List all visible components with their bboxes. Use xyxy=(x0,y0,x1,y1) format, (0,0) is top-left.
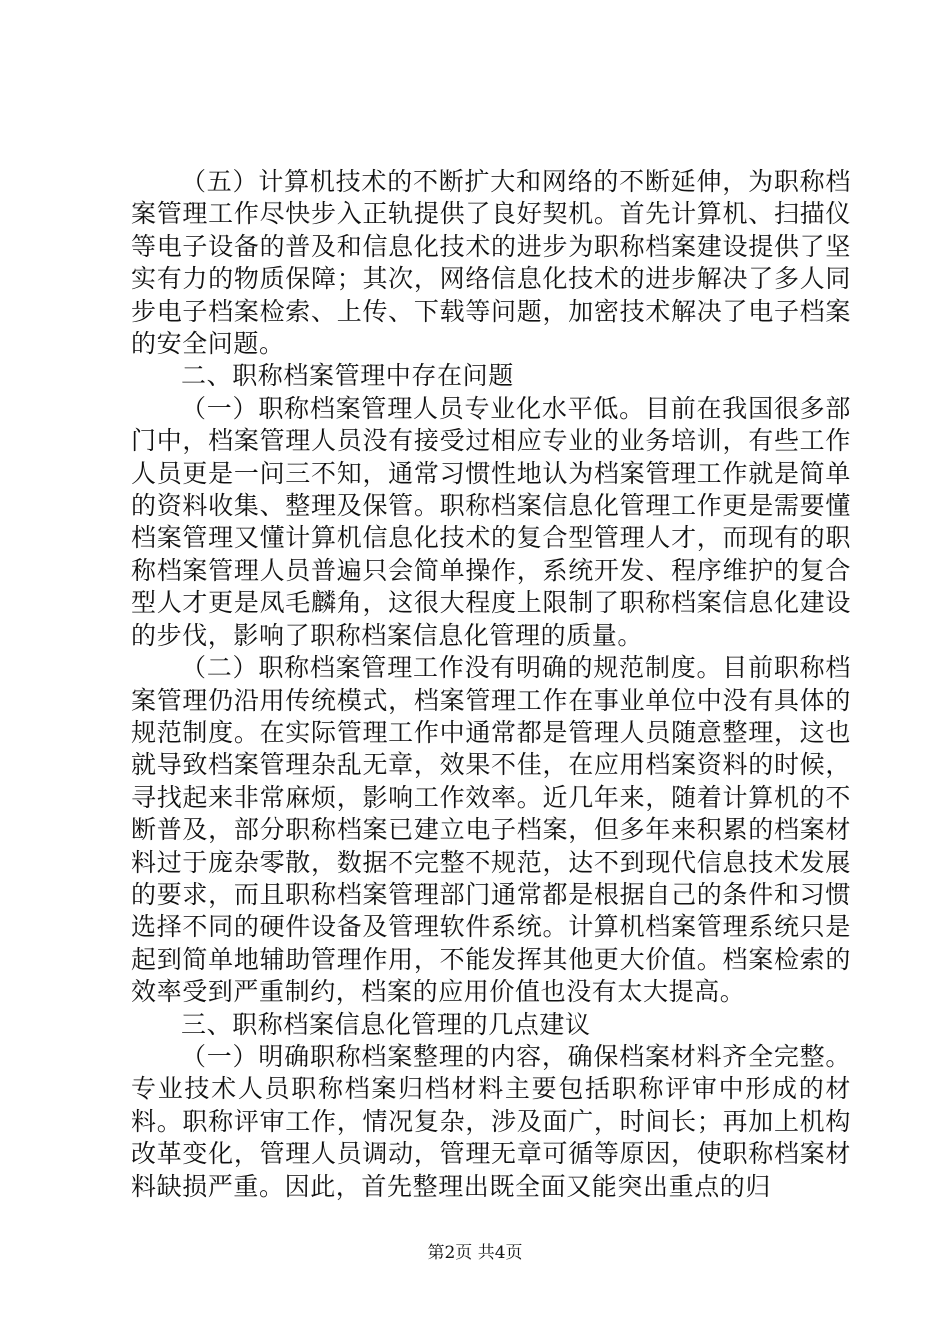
section-heading-suggestions: 三、职称档案信息化管理的几点建议 xyxy=(181,1009,591,1039)
document-body xyxy=(131,166,851,1203)
paragraph-no-standards: （二）职称档案管理工作没有明确的规范制度。目前职称档案管理仍沿用传统模式，档案管理工作在事业单位中没有具体的规范制度。在实际管理工作中通常都是管理人员随意整理，这也就导致档案管理杂乱无章，效果不佳，在应用档案资料的时候，寻找起来非常麻烦，影响工作效率。近几年来，随着计算机的不断普及，部分职称档案已建立电子档案，但多年来积累的档案材料过于庞杂零散，数据不完整不规范，达不到现代信息技术发展的要求，而且职称档案管理部门通常都是根据自己的条件和习惯选择不同的硬件设备及管理软件系统。计算机档案管理系统只是起到简单地辅助管理作用，不能发挥其他更大价值。档案检索的效率受到严重制约，档案的应用价值也没有太大提高。 xyxy=(131,653,851,1007)
paragraph-staff-professionalism: （一）职称档案管理人员专业化水平低。目前在我国很多部门中，档案管理人员没有接受过相应专业的业务培训，有些工作人员更是一问三不知，通常习惯性地认为档案管理工作就是简单的资料收集、整理及保管。职称档案信息化管理工作更是需要懂档案管理又懂计算机信息化技术的复合型管理人才，而现有的职称档案管理人员普遍只会简单操作，系统开发、程序维护的复合型人才更是凤毛麟角，这很大程度上限制了职称档案信息化建设的步伐，影响了职称档案信息化管理的质量。 xyxy=(131,393,851,650)
paragraph-clarify-content: （一）明确职称档案整理的内容，确保档案材料齐全完整。专业技术人员职称档案归档材料主要包括职称评审中形成的材料。职称评审工作，情况复杂，涉及面广，时间长；再加上机构改革变化，管理人员调动，管理无章可循等原因，使职称档案材料缺损严重。因此，首先整理出既全面又能突出重点的归 xyxy=(131,1041,851,1201)
section-heading-problems: 二、职称档案管理中存在问题 xyxy=(181,361,514,391)
page-number-footer: 第2页 共4页 xyxy=(427,1243,523,1263)
paragraph-computer-technology: （五）计算机技术的不断扩大和网络的不断延伸，为职称档案管理工作尽快步入正轨提供了良好契机。首先计算机、扫描仪等电子设备的普及和信息化技术的进步为职称档案建设提供了坚实有力的物质保障；其次，网络信息化技术的进步解决了多人同步电子档案检索、上传、下载等问题，加密技术解决了电子档案的安全问题。 xyxy=(131,167,851,359)
